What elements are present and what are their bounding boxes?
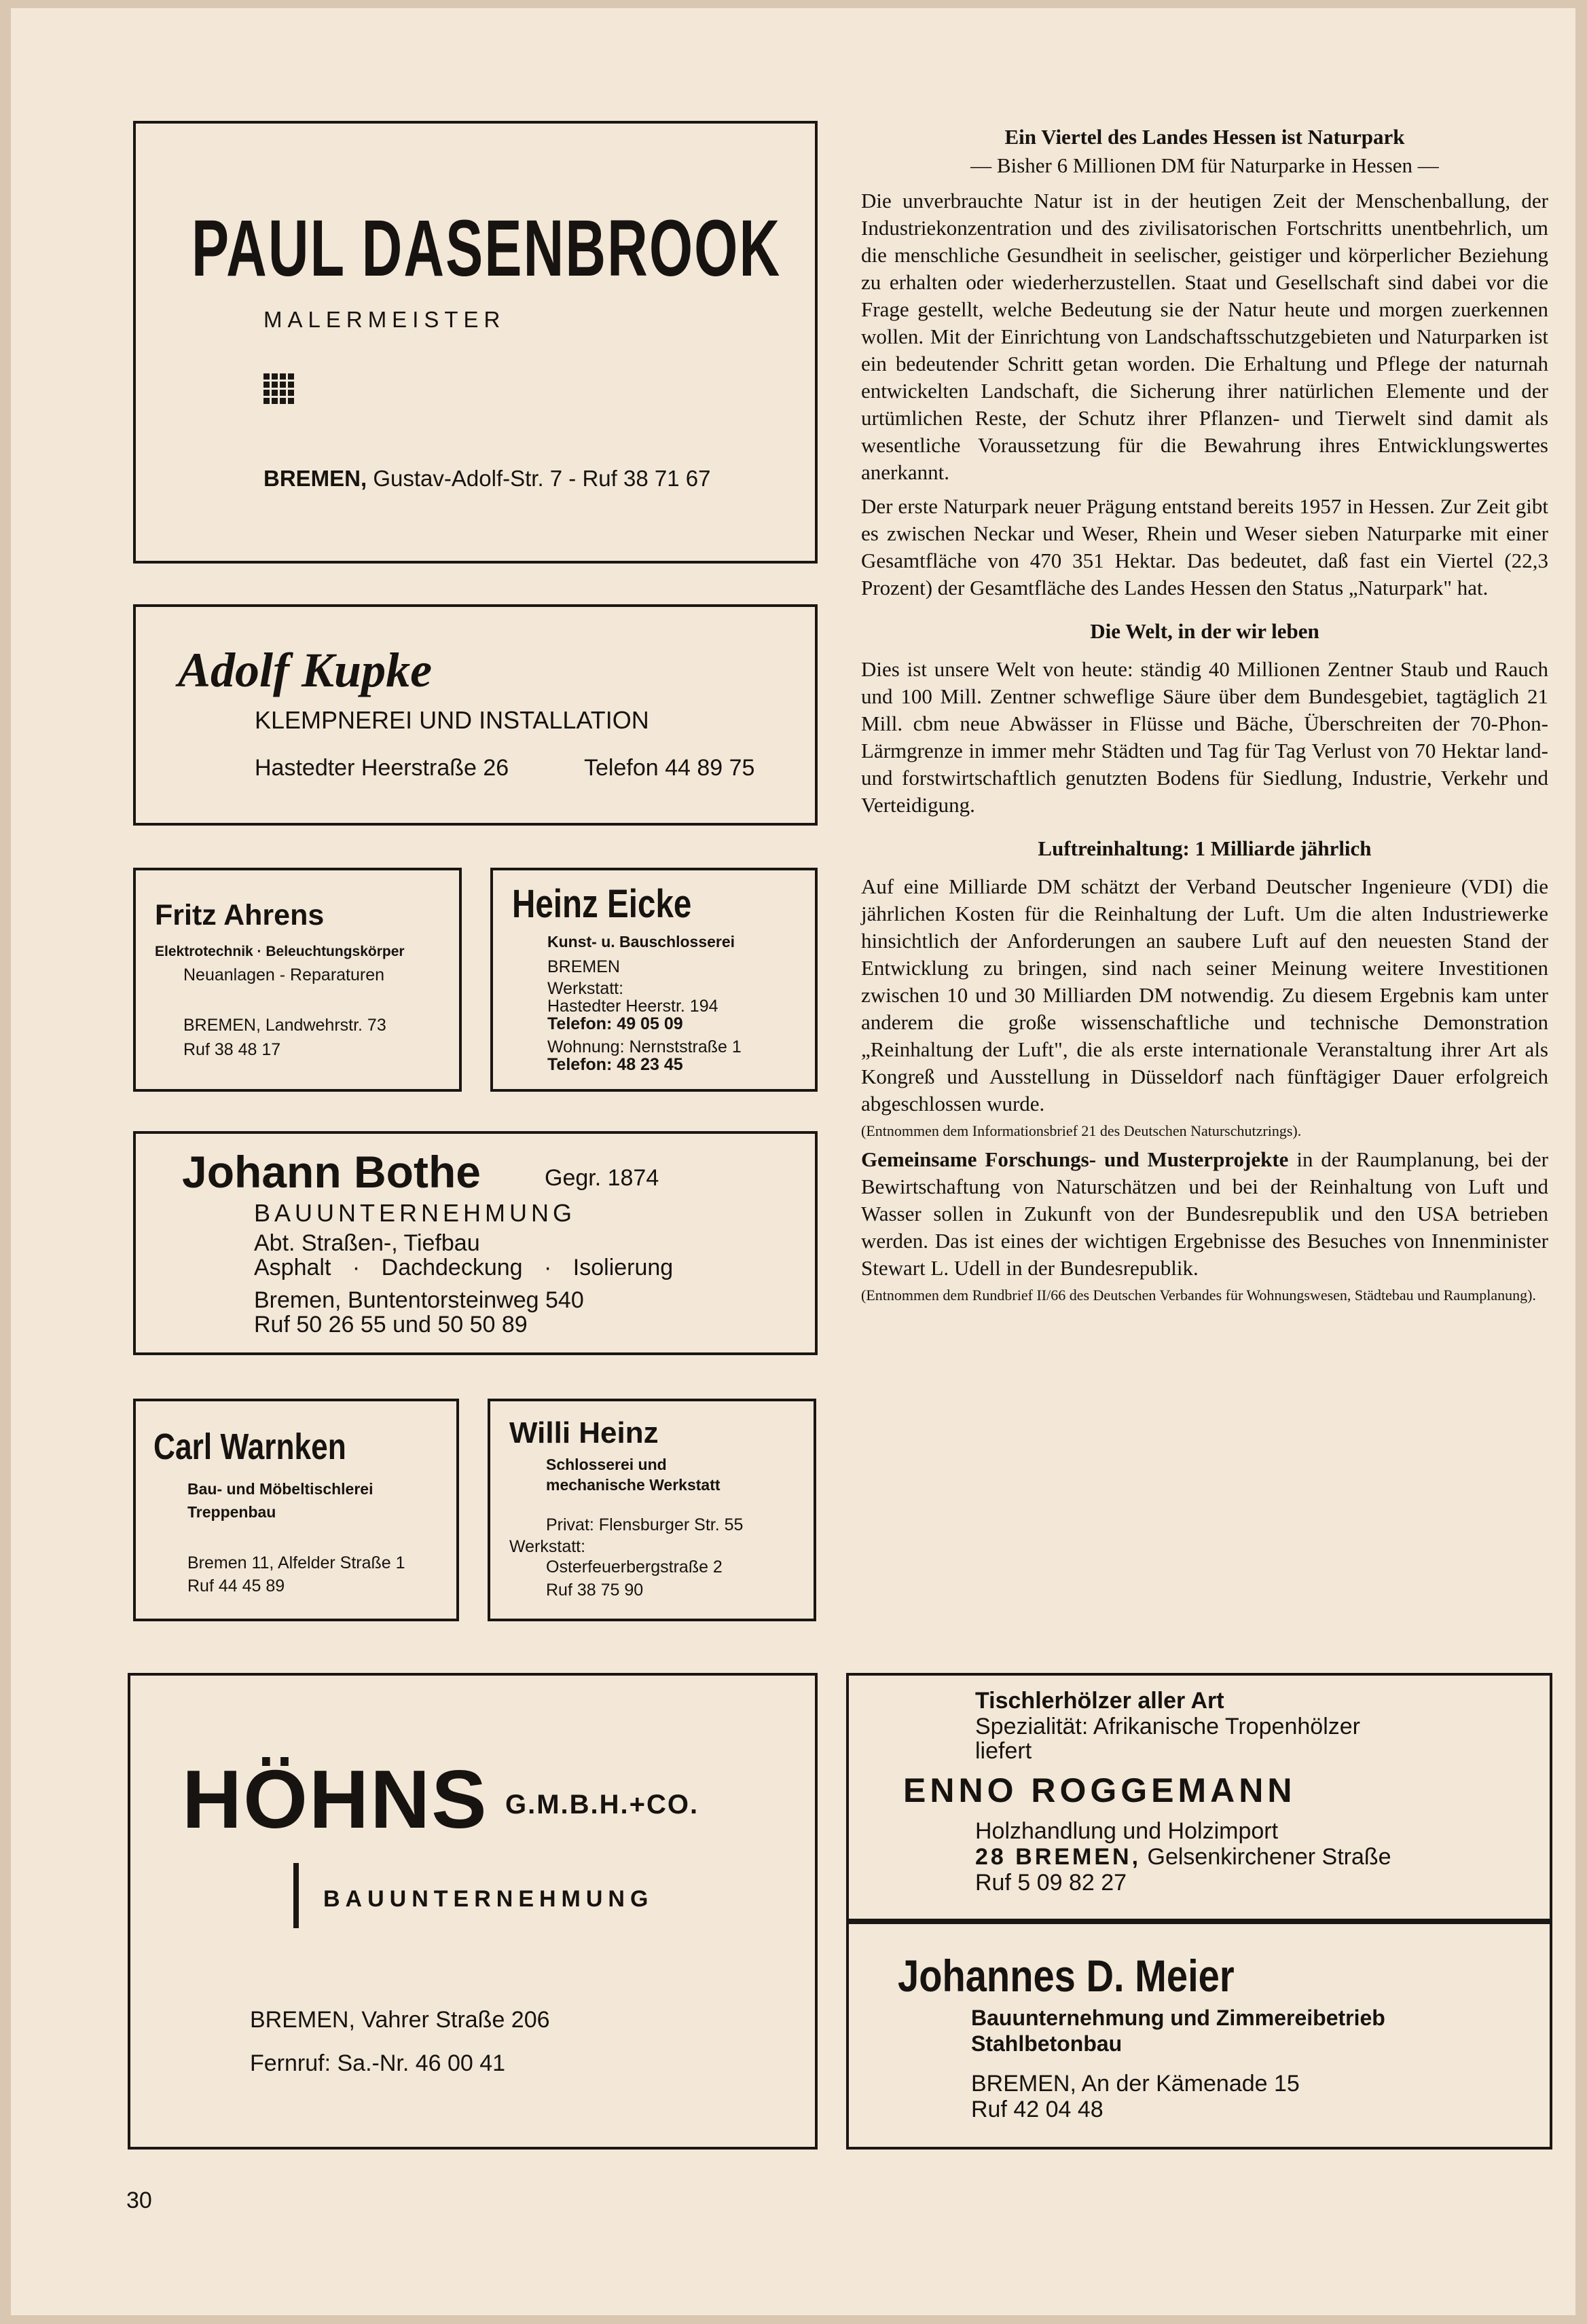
article-lead-bold: Gemeinsame Forschungs- und Musterprojekte [861, 1147, 1289, 1171]
article-paragraph-text: in der Raumplanung, bei der Bewirtschaftung von Naturschätzen und bei der Reinhaltung von Luft und Wasser sollen in Zukunft von der Bundesrepublik und den USA betrieben werden. Das ist eines der wichtigen Ergebnisse des Besuches von Innenminister Stewart L. Udell in der Bundesrepublik. [861, 1147, 1548, 1280]
warnken-trade2: Treppenbau [187, 1503, 276, 1521]
bothe-dept: Abt. Straßen-, Tiefbau [254, 1230, 480, 1256]
bothe-trade: BAUUNTERNEHMUNG [254, 1199, 577, 1227]
kupke-name: Adolf Kupke [178, 643, 433, 697]
bothe-service: Isolierung [572, 1255, 674, 1280]
meier-trade1: Bauunternehmung und Zimmereibetrieb [971, 2006, 1385, 2030]
article-column [861, 125, 1548, 1310]
hoehns-divider [293, 1863, 299, 1928]
eicke-home-phone: Telefon: 48 23 45 [547, 1055, 683, 1074]
warnken-phone: Ruf 44 45 89 [187, 1576, 285, 1596]
roggemann-trade: Holzhandlung und Holzimport [975, 1818, 1279, 1844]
hoehns-address: BREMEN, Vahrer Straße 206 [250, 2007, 550, 2033]
heinz-name: Willi Heinz [509, 1416, 659, 1450]
ad-meier [846, 1921, 1552, 2150]
roggemann-city: 28 BREMEN, [975, 1844, 1142, 1870]
warnken-address: Bremen 11, Alfelder Straße 1 [187, 1553, 405, 1572]
article-paragraph [861, 1146, 1548, 1282]
article-title: Ein Viertel des Landes Hessen ist Naturpark [1004, 125, 1405, 149]
roggemann-line2: Spezialität: Afrikanische Tropenhölzer [975, 1714, 1360, 1739]
ahrens-line1: Elektrotechnik · Beleuchtungskörper [155, 944, 405, 959]
meier-trade2: Stahlbetonbau [971, 2031, 1123, 2056]
ad-ahrens [133, 868, 462, 1092]
hoehns-name: HÖHNS [182, 1753, 488, 1845]
bothe-address: Bremen, Buntentorsteinweg 540 [254, 1287, 584, 1313]
ad-warnken [133, 1399, 459, 1621]
ad-hoehns [128, 1673, 818, 2150]
grid-logo-icon [263, 373, 294, 404]
article-paragraph: Der erste Naturpark neuer Prägung entstand bereits 1957 in Hessen. Zur Zeit gibt es zwischen Neckar und Weser, Rhein und Weser sieben Naturparke mit einer Gesamtfläche von 470 351 Hektar. Das bedeutet, daß fast ein Viertel (22,3 Prozent) der Gesamtfläche des Landes Hessen den Status „Naturpark" hat. [861, 494, 1548, 600]
heinz-trade2: mechanische Werkstatt [546, 1476, 720, 1494]
ad-eicke [490, 868, 818, 1092]
roggemann-line3: liefert [975, 1738, 1032, 1764]
ahrens-name: Fritz Ahrens [155, 899, 325, 932]
kupke-trade: KLEMPNEREI UND INSTALLATION [255, 706, 649, 734]
roggemann-street: Gelsenkirchener Straße [1147, 1844, 1391, 1870]
roggemann-name: ENNO ROGGEMANN [903, 1771, 1296, 1809]
article-source-note: (Entnommen dem Rundbrief II/66 des Deutschen Verbandes für Wohnungswesen, Städtebau und Raumplanung). [861, 1287, 1536, 1304]
dasenbrook-trade: MALERMEISTER [263, 307, 506, 332]
eicke-name: Heinz Eicke [512, 882, 692, 926]
bothe-founded: Gegr. 1874 [545, 1165, 659, 1191]
kupke-phone: Telefon 44 89 75 [584, 755, 755, 781]
eicke-workshop-label: Werkstatt: [547, 979, 624, 998]
hoehns-trade: BAUUNTERNEHMUNG [323, 1886, 654, 1912]
bothe-services [254, 1255, 673, 1281]
dasenbrook-address-line [263, 466, 710, 492]
ad-dasenbrook [133, 121, 818, 564]
eicke-trade: Kunst- u. Bauschlosserei [547, 933, 735, 951]
bothe-name: Johann Bothe [182, 1147, 481, 1197]
kupke-address: Hastedter Heerstraße 26 [255, 755, 509, 781]
bothe-phone: Ruf 50 26 55 und 50 50 89 [254, 1312, 528, 1338]
dasenbrook-address: Gustav-Adolf-Str. 7 - Ruf 38 71 67 [373, 466, 711, 491]
heinz-workshop: Osterfeuerbergstraße 2 [546, 1557, 723, 1576]
meier-address: BREMEN, An der Kämenade 15 [971, 2071, 1300, 2097]
ad-bothe [133, 1131, 818, 1355]
heinz-private: Privat: Flensburger Str. 55 [546, 1515, 744, 1534]
bothe-service: Asphalt [254, 1255, 331, 1280]
dasenbrook-name: PAUL DASENBROOK [191, 204, 782, 293]
ad-roggemann [846, 1673, 1552, 1921]
eicke-workshop: Hastedter Heerstr. 194 [547, 997, 718, 1016]
hoehns-phone: Fernruf: Sa.-Nr. 46 00 41 [250, 2050, 506, 2076]
dasenbrook-city: BREMEN, [263, 466, 367, 491]
eicke-home: Wohnung: Nernststraße 1 [547, 1037, 742, 1056]
heinz-phone: Ruf 38 75 90 [546, 1581, 644, 1600]
ad-kupke [133, 604, 818, 826]
article-paragraph: Auf eine Milliarde DM schätzt der Verband Deutscher Ingenieure (VDI) die jährlichen Kosten für die Reinhaltung der Luft. Um die alten Industriewerke hinsichtlich der Anforderungen an saubere Luft auf den neuesten Stand der Entwicklung zu bringen, sind nach seiner Meinung weitere Investitionen zwischen 10 und 30 Milliarden DM notwendig. Zu diesem Ergebnis kam unter anderem die große wissenschaftliche und technische Demonstration „Reinhaltung der Luft", die als erste internationale Veranstaltung ihrer Art als Kongreß und Ausstellung in Düsseldorf nach fünftägiger Dauer erfolgreich abgeschlossen wurde. [861, 874, 1548, 1115]
article-paragraph: Dies ist unsere Welt von heute: ständig 40 Millionen Zentner Staub und Rauch und 100 Mill. Zentner schweflige Säure über dem Bundesgebiet, tagtäglich 21 Mill. cbm neue Abwässer in Flüsse und Bäche, Überschreiten der 70-Phon-Lärmgrenze in immer mehr Städten und Tag für Tag Verlust von 70 Hektar land- und forstwirtschaftlich genutzten Bodens für Siedlung, Industrie, Verkehr und Verteidigung. [861, 657, 1548, 817]
warnken-trade1: Bau- und Möbeltischlerei [187, 1480, 373, 1498]
ahrens-address: BREMEN, Landwehrstr. 73 [183, 1016, 386, 1035]
eicke-workshop-phone: Telefon: 49 05 09 [547, 1014, 683, 1033]
page-number: 30 [126, 2188, 152, 2213]
article-source-note: (Entnommen dem Informationsbrief 21 des Deutschen Naturschutzrings). [861, 1122, 1302, 1139]
ahrens-phone: Ruf 38 48 17 [183, 1040, 281, 1059]
article-paragraph: Die unverbrauchte Natur ist in der heutigen Zeit der Menschenballung, der Industriekonzentration und des zivilisatorischen Fortschritts unentbehrlich, um die menschliche Gesundheit in seelischer, geistiger und körperlicher Beziehung zu erhalten oder wiederherzustellen. Staat und Gesellschaft sind dabei vor die Frage gestellt, welche Bedeutung sie der Natur heute und morgen zuerkennen wollen. Mit der Einrichtung von Landschaftsschutzgebieten und Naturparken ist ein bedeutender Schritt getan worden. Die Erhaltung und Pflege der naturnah entwickelten Landschaft, die Sicherung ihrer natürlichen Elemente und der urtümlichen Reste, der Schutz ihrer Pflanzen- und Tierwelt sind damit als wesentliche Voraussetzung für die Bewahrung ihres Entwicklungswertes anerkannt. [861, 189, 1548, 484]
roggemann-line1: Tischlerhölzer aller Art [975, 1688, 1224, 1714]
article-heading: Luftreinhaltung: 1 Milliarde jährlich [1038, 836, 1372, 860]
heinz-workshop-label: Werkstatt: [509, 1537, 586, 1556]
bothe-service: Dachdeckung [381, 1255, 523, 1280]
magazine-page [11, 8, 1575, 2315]
separator-dot-icon: · [352, 1255, 361, 1280]
warnken-name: Carl Warnken [153, 1426, 346, 1467]
ahrens-line2: Neuanlagen - Reparaturen [183, 965, 385, 984]
article-subtitle: — Bisher 6 Millionen DM für Naturparke in Hessen — [970, 153, 1439, 177]
article-heading: Die Welt, in der wir leben [1090, 619, 1319, 643]
meier-name: Johannes D. Meier [898, 1951, 1235, 2001]
separator-dot-icon: · [544, 1255, 552, 1280]
heinz-trade1: Schlosserei und [546, 1456, 667, 1473]
roggemann-address-line [975, 1844, 1391, 1870]
roggemann-phone: Ruf 5 09 82 27 [975, 1870, 1127, 1896]
hoehns-suffix: G.M.B.H.+CO. [505, 1790, 699, 1820]
ad-willi-heinz [488, 1399, 816, 1621]
meier-phone: Ruf 42 04 48 [971, 2097, 1103, 2122]
eicke-city: BREMEN [547, 957, 620, 976]
